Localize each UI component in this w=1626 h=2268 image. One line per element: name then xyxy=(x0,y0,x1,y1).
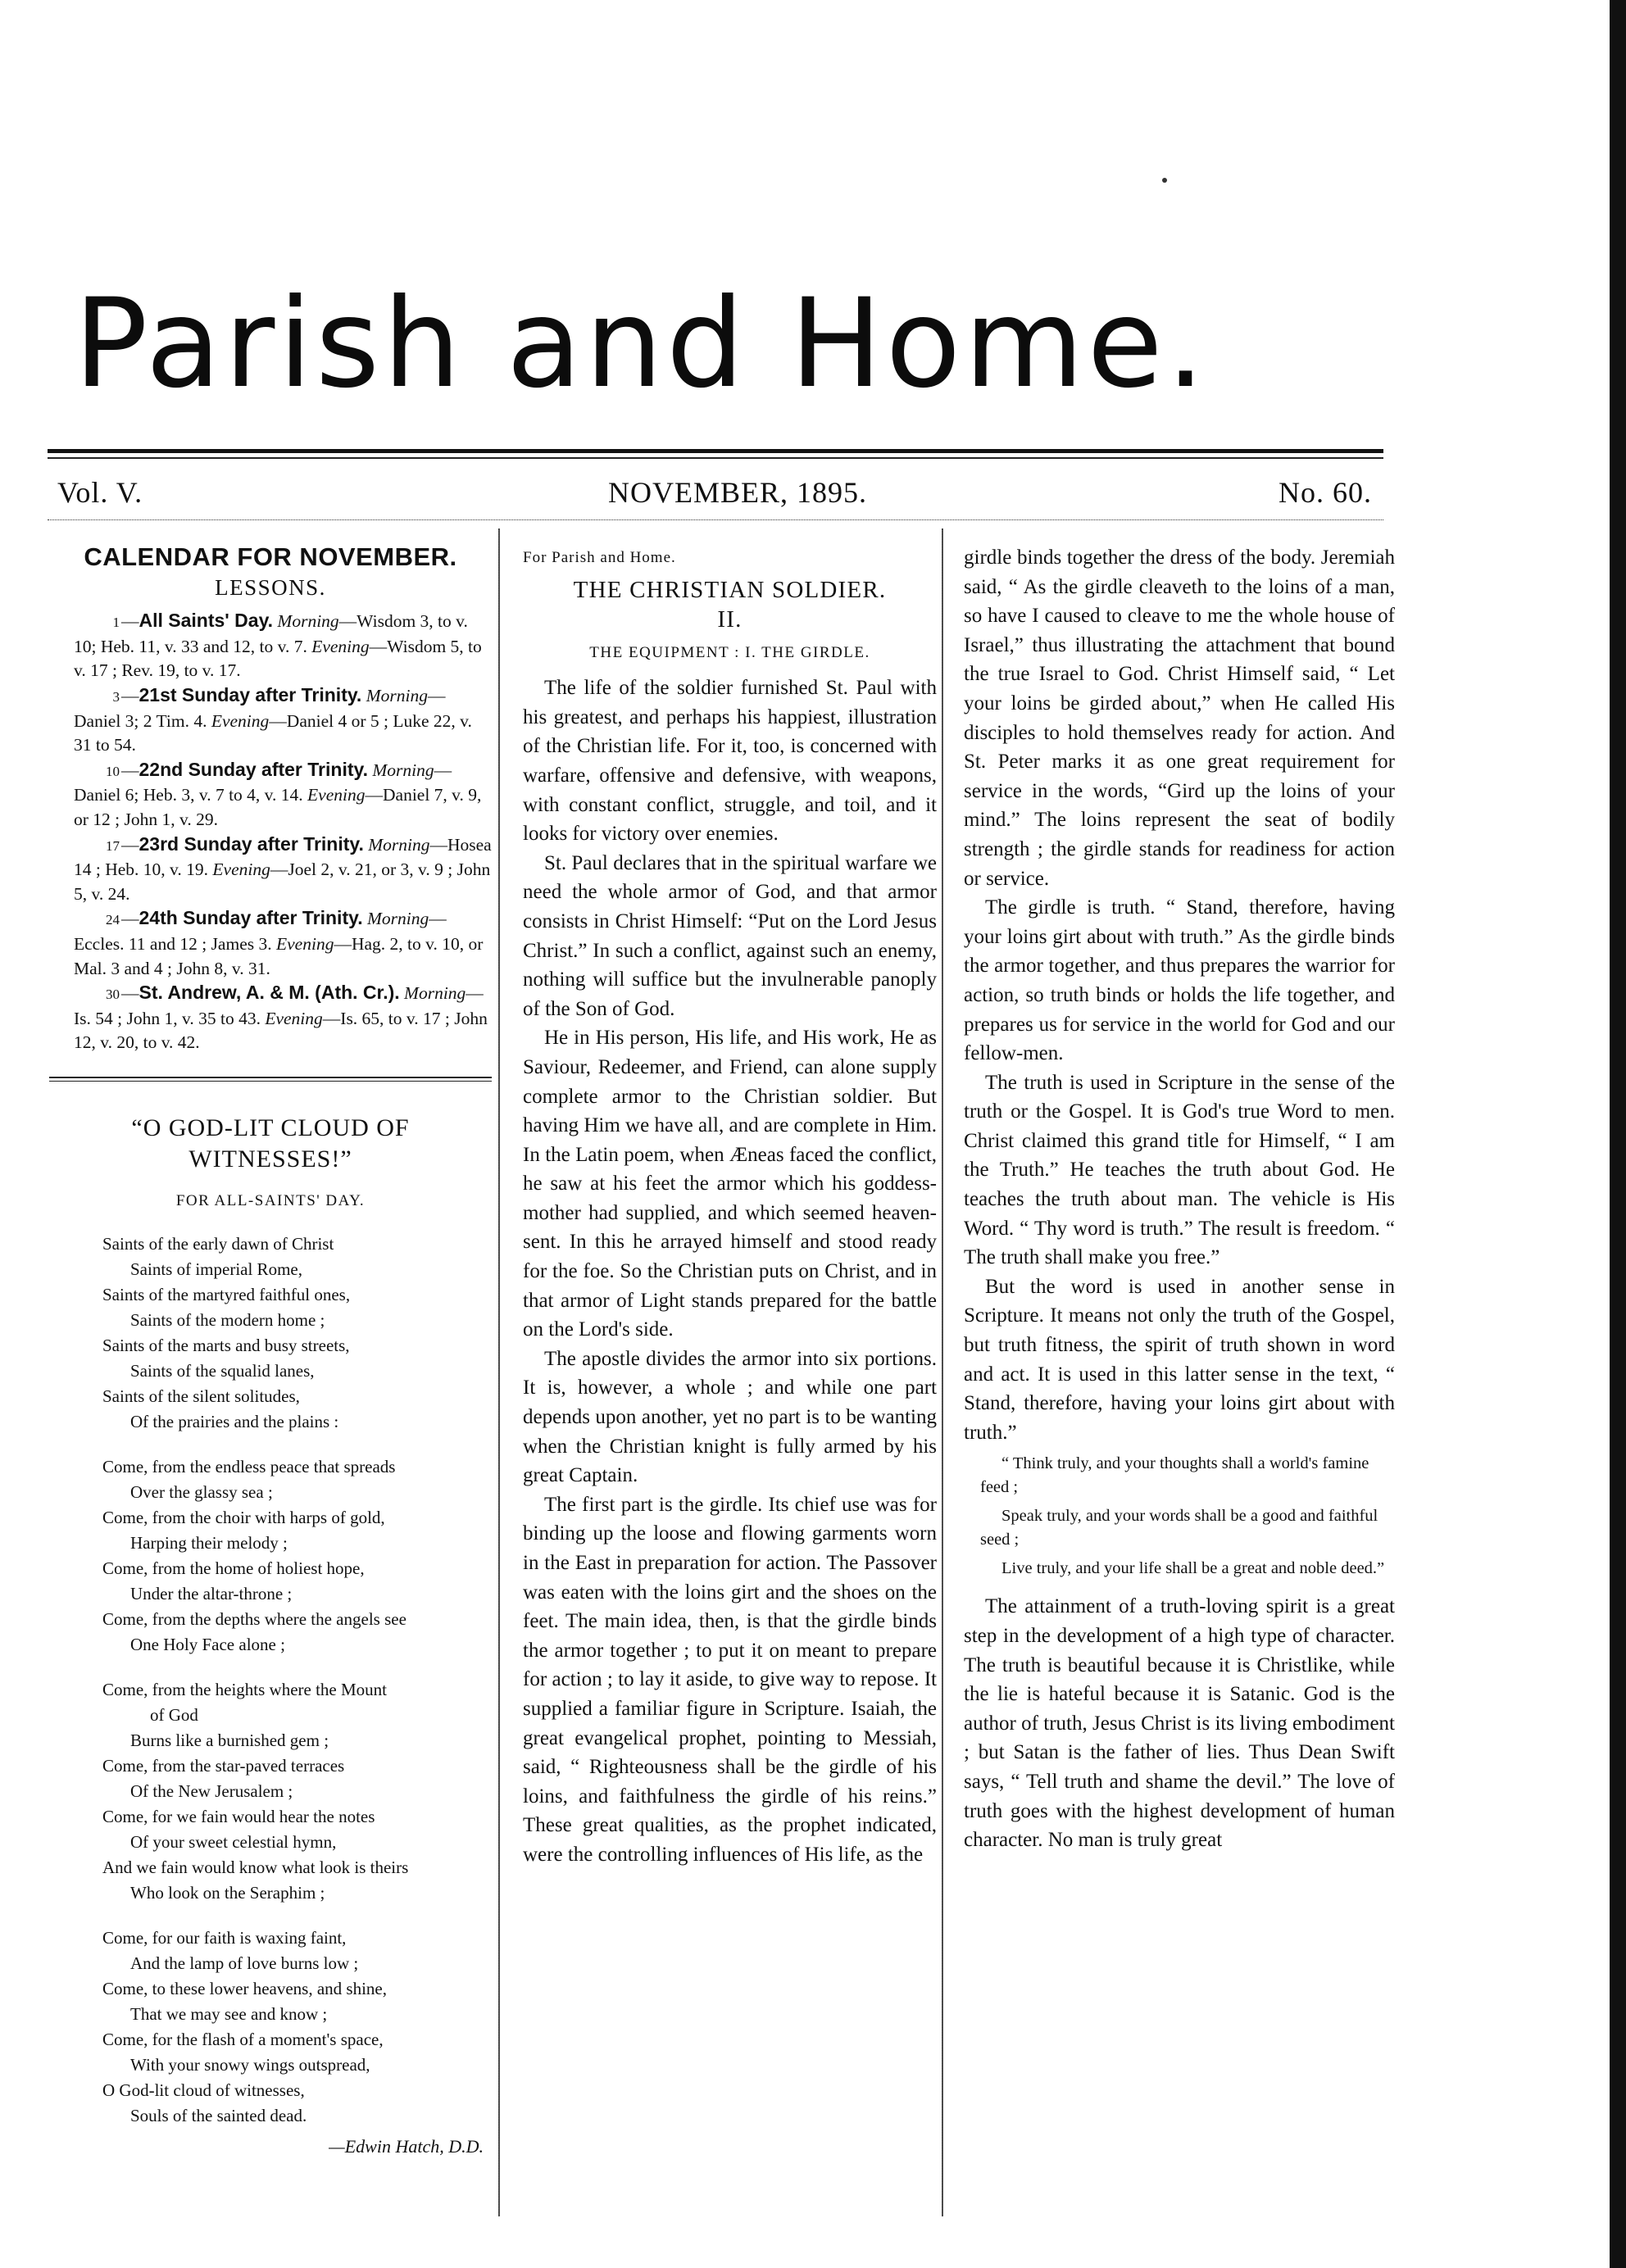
lesson-day: 3 xyxy=(112,688,120,705)
lesson-entry: 17—23rd Sunday after Trinity. Morning—Hosea 14 ; Heb. 10, v. 19. Evening—Joel 2, v. 21, or 3, v. 9 ; John 5, v. 24. xyxy=(74,832,492,904)
morning-label: Morning xyxy=(366,909,429,929)
morning-readings: Daniel 6; Heb. 3, v. 7 to 4, v. 14. xyxy=(74,785,303,805)
column-divider-2 xyxy=(942,528,943,2216)
article-paragraph: girdle binds together the dress of the body. Jeremiah said, “ As the girdle cleaveth to the loins of a man, so have I caused to cleave to me the whole house of Israel,” thus illustrating the attachment that bound the true Israel to God. Christ Himself said, “ Let your loins be girded about,” when He called His disciples to hold themselves ready for action. And St. Peter marks it as one great requirement for service in the words, “Gird up the loins of your mind.” The loins represent the seat of bodily strength ; the girdle stands for readiness for action or service. xyxy=(964,547,1395,890)
evening-readings: Joel 2, v. 21, or 3, v. 9 ; John 5, v. 24. xyxy=(74,860,491,904)
evening-label: Evening xyxy=(265,1008,323,1028)
verse-quote xyxy=(964,1452,1395,1581)
morning-readings: Wisdom 3, to v. 10; Heb. 11, v. 33 and 12, to v. 7. xyxy=(74,611,468,656)
article-paragraph: The attainment of a truth-loving spirit is a great step in the development of a high type of character. The truth is beautiful because it is Christlike, while the lie is hateful because it is Satanic. God is the author of truth, Jesus Christ is its living embodiment ; but Satan is the father of lies. Thus Dean Swift says, “ Tell truth and shame the devil.” The love of truth goes with the highest development of human character. No man is truly great xyxy=(964,1595,1395,1852)
lesson-entry: 3—21st Sunday after Trinity. Morning—Daniel 3; 2 Tim. 4. Evening—Daniel 4 or 5 ; Luke 22, v. 31 to 54. xyxy=(74,683,472,755)
calendar-heading: CALENDAR FOR NOVEMBER. xyxy=(84,542,457,571)
poem-line: Saints of the early dawn of Christ xyxy=(102,1234,334,1254)
poem-line: Of the prairies and the plains : xyxy=(130,1412,339,1432)
poem-line: Harping their melody ; xyxy=(130,1533,288,1554)
poem-line: Saints of the modern home ; xyxy=(130,1310,325,1331)
article-paragraph: The first part is the girdle. Its chief use was for binding up the loose and flowing garments worn in the East in preparation for action. The Passover was eaten with the loins girt and the shoes on the feet. The main idea, then, is that the girdle binds the armor together ; to put it on meant to prepare for action ; to lay it aside, to give way to repose. It supplied a familiar figure in Scripture. Isaiah, the great evangelical prophet, pointing to Messiah, said, “ Righteousness shall be the girdle of his loins, and faithfulness the girdle of his reins.” These great qualities, as the prophet indicated, were the controlling influences of His life, as the xyxy=(523,1493,937,1866)
article-part: II. xyxy=(717,606,743,633)
lesson-entry: 10—22nd Sunday after Trinity. Morning—Daniel 6; Heb. 3, v. 7 to 4, v. 14. Evening—Daniel 7, v. 9, or 12 ; John 1, v. 29. xyxy=(74,758,482,829)
column-divider-1 xyxy=(498,528,500,2216)
morning-label: Morning xyxy=(366,685,428,705)
evening-label: Evening xyxy=(307,785,366,805)
poem-line: That we may see and know ; xyxy=(130,2004,328,2025)
print-speck xyxy=(1162,178,1167,183)
volume-label: Vol. V. xyxy=(57,476,143,509)
lesson-title: St. Andrew, A. & M. (Ath. Cr.). xyxy=(139,982,400,1004)
poem-author: —Edwin Hatch, D.D. xyxy=(329,2136,484,2157)
lesson-title: All Saints' Day. xyxy=(139,610,274,632)
masthead-title: Parish and Home. xyxy=(74,273,1209,415)
morning-readings: Is. 54 ; John 1, v. 35 to 43. xyxy=(74,1008,261,1028)
issue-rule xyxy=(48,519,1383,521)
article-subtitle: THE EQUIPMENT : I. THE GIRDLE. xyxy=(589,643,870,661)
poem-stanza xyxy=(102,1232,492,1435)
lesson-entry: 1—All Saints' Day. Morning—Wisdom 3, to v. 10; Heb. 11, v. 33 and 12, to v. 7. Evening—Wisdom 5, to v. 17 ; Rev. 19, to v. 17. xyxy=(74,610,482,681)
poem-line: Come, for we fain would hear the notes xyxy=(102,1807,375,1827)
article-body-right xyxy=(964,893,1395,1447)
poem-subtitle: FOR ALL-SAINTS' DAY. xyxy=(175,1191,366,1209)
poem-line: of God xyxy=(150,1705,198,1726)
poem-stanza xyxy=(102,1926,492,2129)
morning-label: Morning xyxy=(368,834,430,855)
article-paragraph: The life of the soldier furnished St. Paul with his greatest, and perhaps his happiest, illustration of the Christian life. For it, too, is concerned with warfare, offensive and defensive, with weapons, with constant conflict, struggle, and toil, and it looks for victory over enemies. xyxy=(523,677,937,846)
morning-readings: Daniel 3; 2 Tim. 4. xyxy=(74,710,207,731)
poem-line: Saints of the marts and busy streets, xyxy=(102,1336,350,1356)
poem-line: And the lamp of love burns low ; xyxy=(130,1953,359,1974)
evening-label: Evening xyxy=(276,933,334,954)
poem-line: With your snowy wings outspread, xyxy=(130,2055,370,2075)
poem-line: Come, for our faith is waxing faint, xyxy=(102,1928,347,1948)
poem-line: Under the altar-throne ; xyxy=(130,1584,293,1604)
issue-line xyxy=(57,475,1377,516)
poem-line: Come, from the heights where the Mount xyxy=(102,1680,388,1700)
lesson-entry: 24—24th Sunday after Trinity. Morning—Eccles. 11 and 12 ; James 3. Evening—Hag. 2, to v. 10, or Mal. 3 and 4 ; John 8, v. 31. xyxy=(74,907,484,978)
lesson-day: 30 xyxy=(106,987,120,1003)
evening-label: Evening xyxy=(311,636,370,656)
poem-line: Come, from the choir with harps of gold, xyxy=(102,1508,385,1528)
poem-line: And we fain would know what look is theirs xyxy=(102,1857,409,1878)
evening-label: Evening xyxy=(211,710,270,731)
poem-line: Over the glassy sea ; xyxy=(130,1482,273,1503)
column-middle xyxy=(523,543,937,1870)
masthead-rule xyxy=(48,449,1383,453)
poem-line: Come, from the depths where the angels see xyxy=(102,1609,406,1630)
article-title: THE CHRISTIAN SOLDIER. xyxy=(573,576,887,603)
poem-line: Of your sweet celestial hymn, xyxy=(130,1832,337,1853)
evening-readings: Daniel 7, v. 9, or 12 ; John 1, v. 29. xyxy=(74,785,482,829)
poem-line: Saints of the silent solitudes, xyxy=(102,1386,300,1407)
column-left xyxy=(49,542,492,2161)
poem-title: “O GOD-LIT CLOUD OF WITNESSES!” xyxy=(131,1114,410,1173)
poem-line: One Holy Face alone ; xyxy=(130,1635,285,1655)
article-paragraph: The girdle is truth. “ Stand, therefore, having your loins girt about with truth.” As the girdle binds the armor together, and thus prepares the warrior for action, so truth binds or holds the life together, and prepares us for service in the world for God and our fellow-men. xyxy=(964,896,1395,1065)
evening-readings: Wisdom 5, to v. 17 ; Rev. 19, to v. 17. xyxy=(74,636,482,681)
poem-line: Saints of the squalid lanes, xyxy=(130,1361,315,1381)
article-paragraph: He in His person, His life, and His work, He as Saviour, Redeemer, and Friend, can alone supply complete armor to the Christian soldier. But having Him we have all, and are complete in Him. In the Latin poem, when Æneas faced the conflict, he saw at his feet the armor which his goddess-mother had supplied, and which seemed heaven-sent. In this he arrayed himself and stood ready for the foe. So the Christian puts on Christ, and in that armor of Light stands prepared for the battle on the Lord's side. xyxy=(523,1027,937,1341)
evening-readings: Is. 65, to v. 17 ; John 12, v. 20, to v. 42. xyxy=(74,1008,488,1053)
poem-line: Saints of the martyred faithful ones, xyxy=(102,1285,351,1305)
morning-readings: Eccles. 11 and 12 ; James 3. xyxy=(74,933,272,954)
poem-line: Of the New Jerusalem ; xyxy=(130,1781,293,1802)
lessons-heading: LESSONS. xyxy=(215,574,326,600)
issue-date: NOVEMBER, 1895. xyxy=(608,476,868,509)
poem-body xyxy=(49,1232,492,2129)
quote-line: Live truly, and your life shall be a great and noble deed.” xyxy=(1001,1559,1385,1578)
article-source: For Parish and Home. xyxy=(523,549,676,566)
article-paragraph: The truth is used in Scripture in the sense of the truth or the Gospel. It is God's true Word to men. Christ claimed this grand title for Himself, “ I am the Truth.” He teaches the truth about God. He teaches the truth about man. The vehicle is His Word. “ Thy word is truth.” The result is freedom. “ The truth shall make you free.” xyxy=(964,1071,1395,1269)
lesson-title: 24th Sunday after Trinity. xyxy=(139,907,363,929)
article-paragraph: But the word is used in another sense in Scripture. It means not only the truth of the Gospel, but truth fitness, the spirit of truth shown in word and act. It is used in this latter sense in the text, “ Stand, therefore, having your loins girt about with truth.” xyxy=(964,1275,1395,1444)
morning-label: Morning xyxy=(277,611,339,632)
quote-line: Speak truly, and your words shall be a good and faithful seed ; xyxy=(980,1507,1378,1549)
poem-line: Souls of the sainted dead. xyxy=(130,2106,307,2126)
page-edge-shadow xyxy=(1610,0,1626,2268)
quote-line: “ Think truly, and your thoughts shall a world's famine feed ; xyxy=(980,1454,1369,1497)
section-rule xyxy=(49,1077,492,1082)
evening-readings: Hag. 2, to v. 10, or Mal. 3 and 4 ; John 8, v. 31. xyxy=(74,933,484,978)
issue-number: No. 60. xyxy=(1279,476,1372,509)
poem-stanza xyxy=(102,1677,492,1906)
lesson-day: 24 xyxy=(106,912,120,928)
poem-line: Come, from the home of holiest hope, xyxy=(102,1558,365,1579)
masthead-rule-thin xyxy=(48,457,1383,459)
lesson-day: 10 xyxy=(106,763,120,779)
poem-line: O God-lit cloud of witnesses, xyxy=(102,2080,305,2101)
lesson-entry: 30—St. Andrew, A. & M. (Ath. Cr.). Morning—Is. 54 ; John 1, v. 35 to 43. Evening—Is. 65, to v. 17 ; John 12, v. 20, to v. 42. xyxy=(74,982,488,1053)
column-right xyxy=(964,543,1395,1855)
morning-label: Morning xyxy=(372,760,434,780)
morning-label: Morning xyxy=(404,983,466,1004)
poem-line: Come, from the star-paved terraces xyxy=(102,1756,345,1776)
poem-line: Come, for the flash of a moment's space, xyxy=(102,2030,384,2050)
poem-line: Who look on the Seraphim ; xyxy=(130,1883,325,1903)
article-body-middle xyxy=(523,674,937,1869)
evening-readings: Daniel 4 or 5 ; Luke 22, v. 31 to 54. xyxy=(74,710,472,755)
lesson-day: 17 xyxy=(106,837,120,854)
poem-line: Saints of imperial Rome, xyxy=(130,1259,302,1280)
poem-line: Come, to these lower heavens, and shine, xyxy=(102,1979,387,1999)
morning-readings: Hosea 14 ; Heb. 10, v. 19. xyxy=(74,834,492,880)
lesson-title: 22nd Sunday after Trinity. xyxy=(139,758,368,780)
article-paragraph: The apostle divides the armor into six portions. It is, however, a whole ; and while one part depends upon another, yet no part is to be wanting when the Christian knight is fully armed by his great Captain. xyxy=(523,1347,937,1487)
lesson-day: 1 xyxy=(112,615,120,631)
poem-stanza xyxy=(102,1454,492,1658)
poem-line: Come, from the endless peace that spreads xyxy=(102,1457,396,1477)
lesson-title: 23rd Sunday after Trinity. xyxy=(139,832,364,855)
poem-line: Burns like a burnished gem ; xyxy=(130,1730,329,1751)
lessons-list xyxy=(49,609,492,1055)
article-paragraph: St. Paul declares that in the spiritual warfare we need the whole armor of God, and that armor consists in Christ Himself: “Put on the Lord Jesus Christ.” In such a conflict, against such an enemy, nothing will suffice but the invulnerable panoply of the Son of God. xyxy=(523,851,937,1020)
lesson-title: 21st Sunday after Trinity. xyxy=(139,683,362,705)
evening-label: Evening xyxy=(212,860,270,880)
